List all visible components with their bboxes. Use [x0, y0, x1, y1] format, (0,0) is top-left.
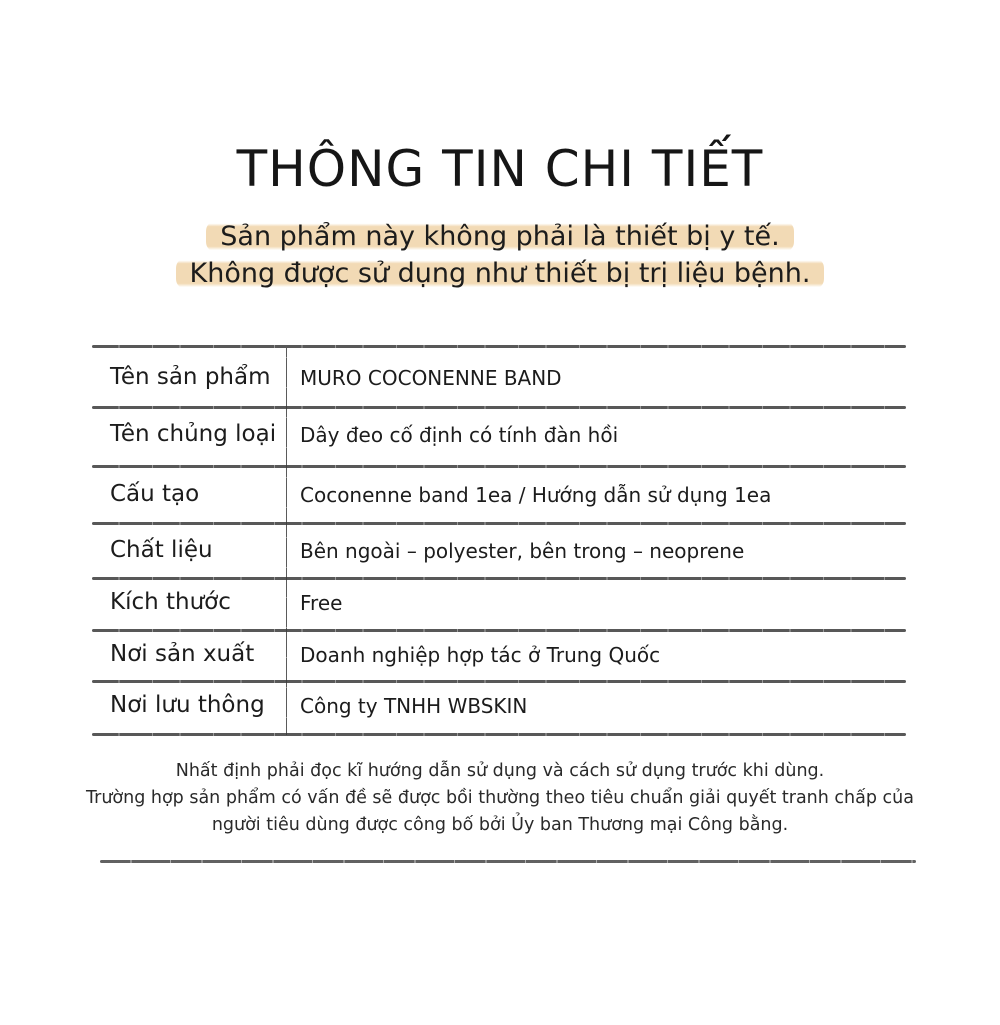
label-category-name: Tên chủng loại: [110, 421, 277, 447]
label-material: Chất liệu: [110, 537, 213, 563]
label-size: Kích thước: [110, 589, 231, 615]
label-distributor: Nơi lưu thông: [110, 692, 265, 718]
value-product-name: MURO COCONENNE BAND: [300, 366, 562, 390]
table-top-divider: [92, 345, 906, 348]
value-size: Free: [300, 591, 343, 615]
row-divider: [92, 680, 906, 683]
value-material: Bên ngoài – polyester, bên trong – neoprene: [300, 539, 745, 563]
footer-divider: [100, 860, 916, 863]
row-divider: [92, 629, 906, 632]
value-composition: Coconenne band 1ea / Hướng dẫn sử dụng 1ea: [300, 483, 772, 507]
row-divider: [92, 465, 906, 468]
disclaimer-subtitle: [0, 218, 1000, 292]
label-composition: Cấu tạo: [110, 481, 200, 507]
row-divider: [92, 577, 906, 580]
subtitle-line-2: Không được sử dụng như thiết bị trị liệu bệnh.: [176, 258, 825, 289]
subtitle-line-1: Sản phẩm này không phải là thiết bị y tế.: [206, 221, 793, 252]
value-manufacture-place: Doanh nghiệp hợp tác ở Trung Quốc: [300, 643, 661, 667]
page-title: THÔNG TIN CHI TIẾT: [236, 140, 764, 198]
table-bottom-divider: [92, 733, 906, 736]
row-divider: [92, 522, 906, 525]
note-line-2: Trường hợp sản phẩm có vấn đề sẽ được bồi thường theo tiêu chuẩn giải quyết tranh chấp của: [86, 788, 914, 808]
note-line-3: người tiêu dùng được công bố bởi Ủy ban Thương mại Công bằng.: [211, 815, 789, 835]
value-distributor: Công ty TNHH WBSKIN: [300, 694, 528, 718]
note-line-1: Nhất định phải đọc kĩ hướng dẫn sử dụng và cách sử dụng trước khi dùng.: [175, 761, 825, 781]
usage-notes: [0, 758, 1000, 839]
value-category-name: Dây đeo cố định có tính đàn hồi: [300, 423, 619, 447]
row-divider: [92, 406, 906, 409]
label-manufacture-place: Nơi sản xuất: [110, 641, 255, 667]
label-product-name: Tên sản phẩm: [110, 364, 271, 390]
column-divider: [286, 345, 287, 735]
